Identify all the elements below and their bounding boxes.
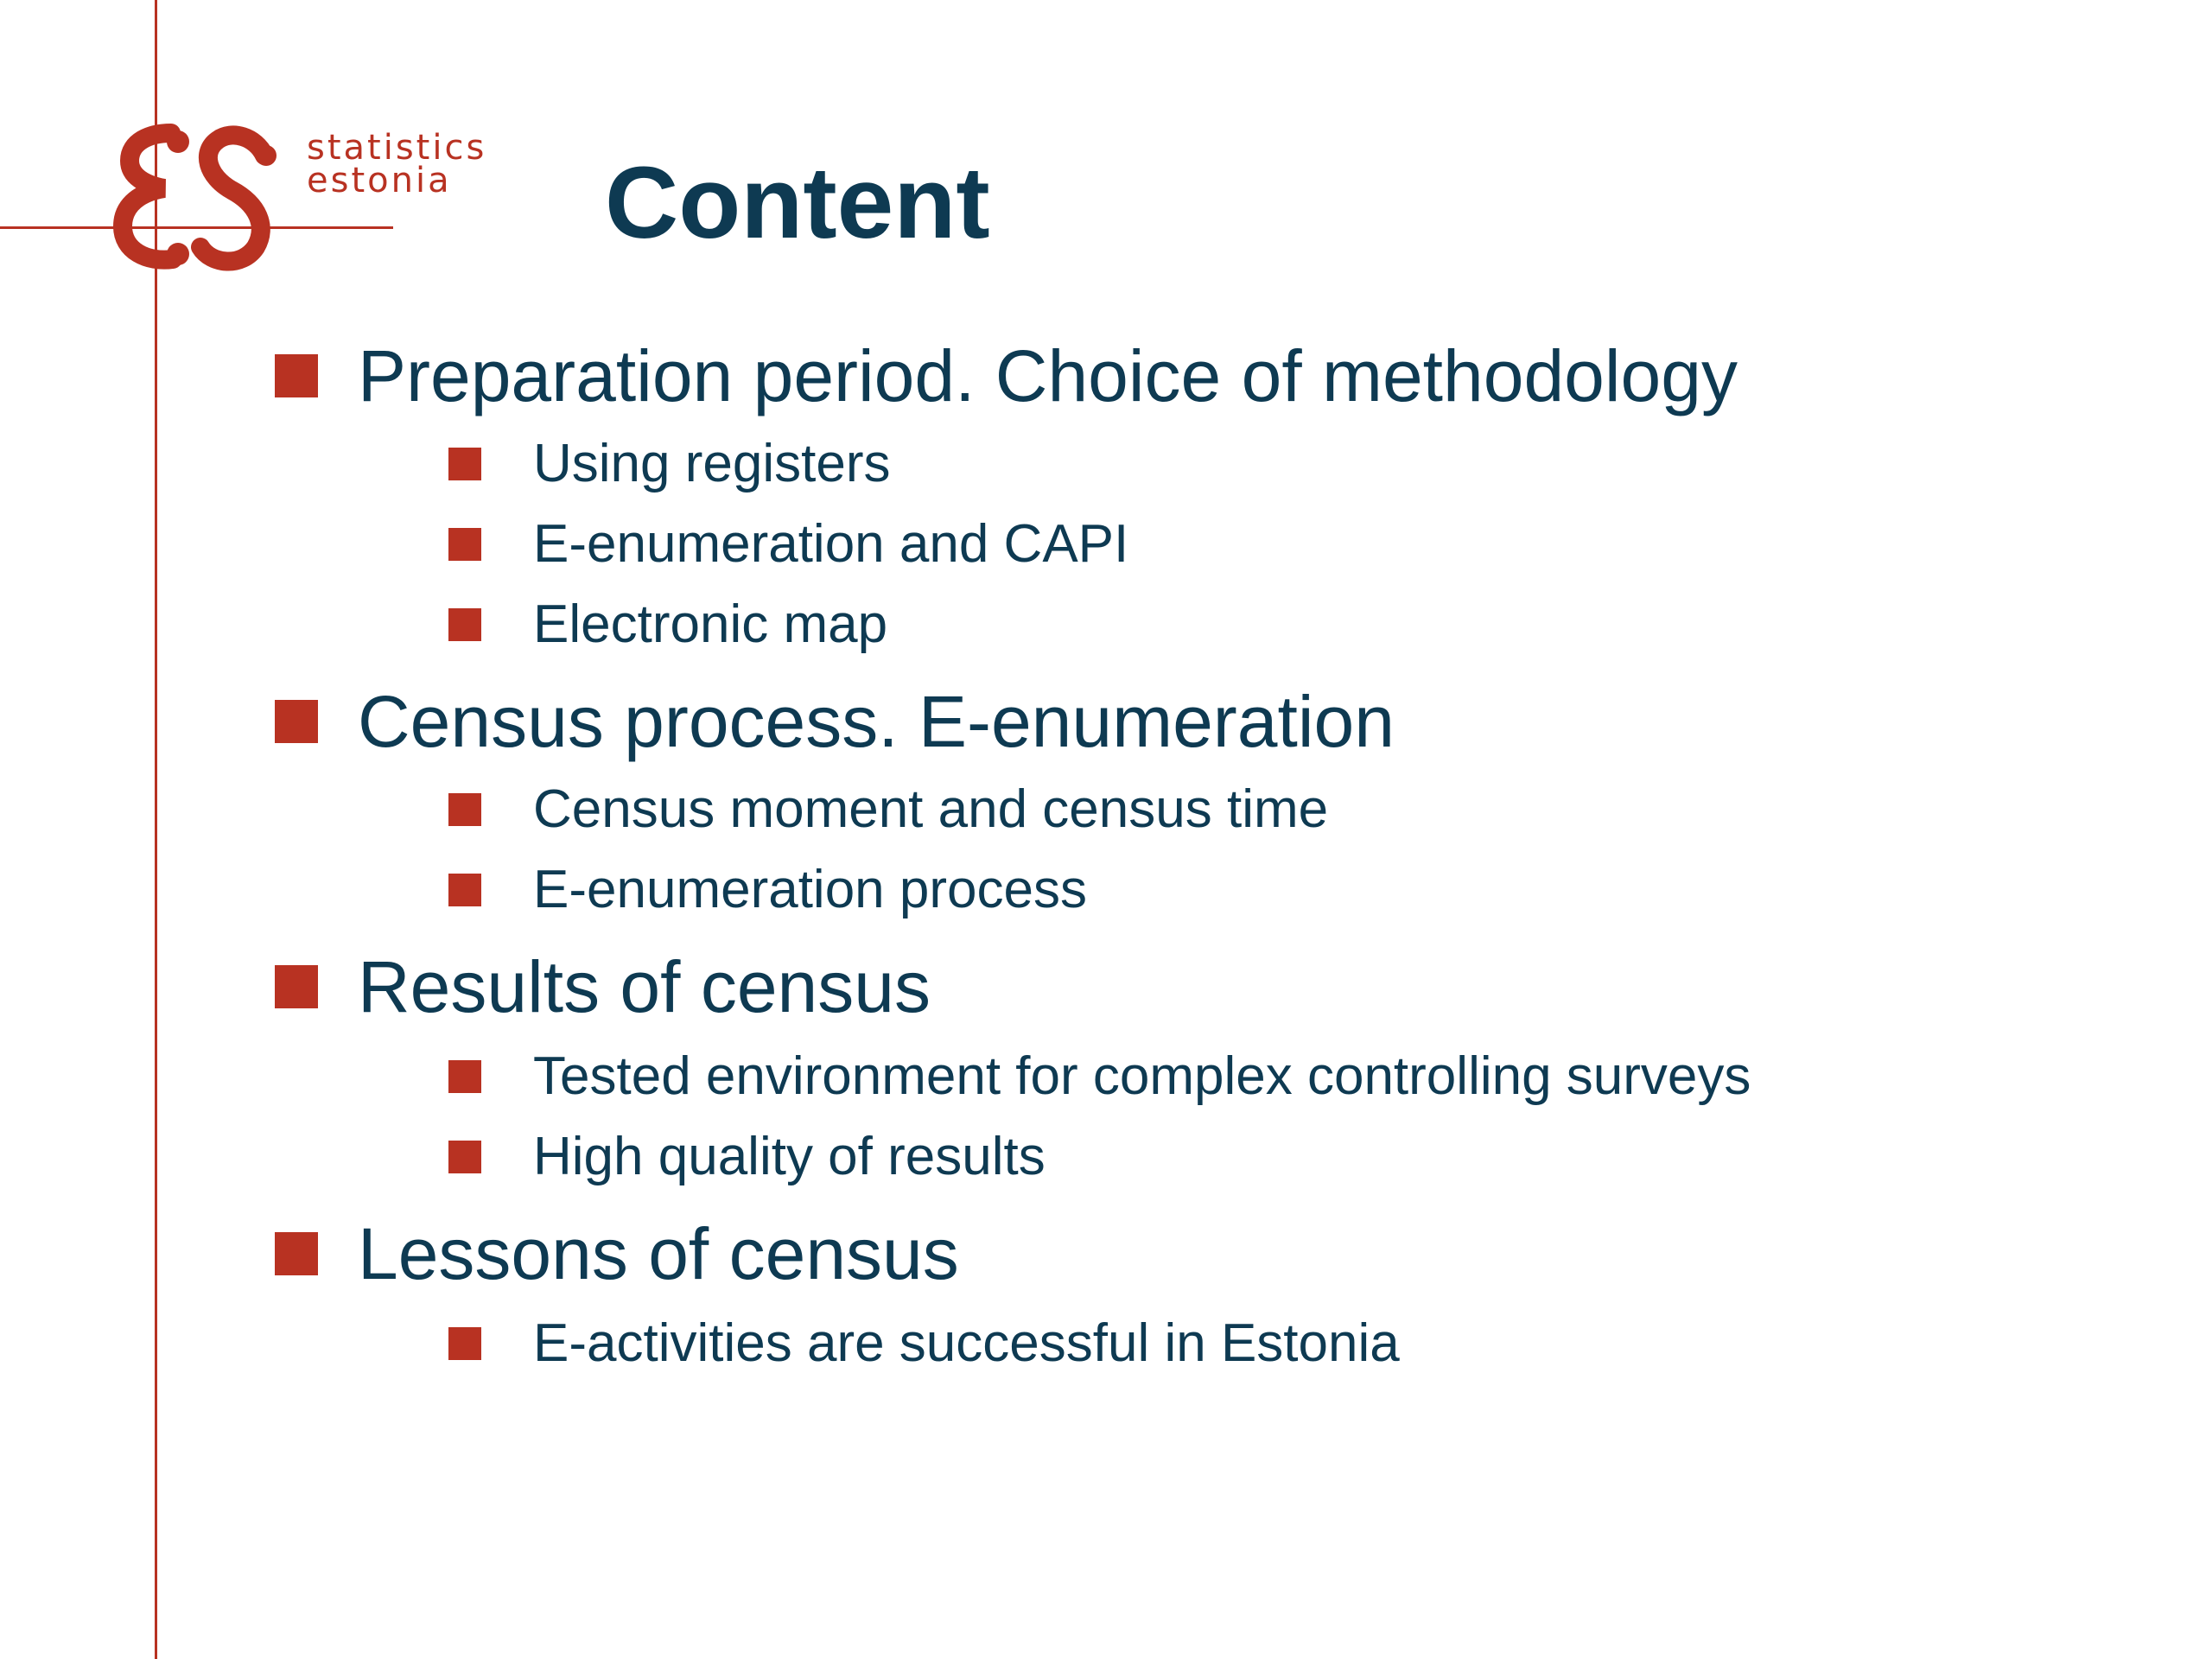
- sub-bullet-square-icon: [448, 793, 481, 826]
- list-item: Census moment and census time: [533, 779, 1329, 839]
- sub-bullet-square-icon: [448, 1141, 481, 1173]
- bullet-square-icon: [275, 700, 318, 743]
- list-item: E-enumeration process: [533, 860, 1087, 919]
- list-item: E-activities are successful in Estonia: [533, 1313, 1400, 1373]
- section-heading-lessons: Lessons of census: [358, 1213, 959, 1294]
- section-heading-census-process: Census process. E-enumeration: [358, 681, 1395, 762]
- list-item: High quality of results: [533, 1127, 1046, 1186]
- list-item: Using registers: [533, 434, 891, 493]
- slide-title: Content: [605, 146, 990, 260]
- sub-bullet-square-icon: [448, 1327, 481, 1360]
- sub-bullet-square-icon: [448, 874, 481, 906]
- bullet-square-icon: [275, 354, 318, 397]
- sub-bullet-square-icon: [448, 528, 481, 561]
- list-item: Electronic map: [533, 594, 888, 654]
- bullet-square-icon: [275, 1232, 318, 1275]
- sub-bullet-square-icon: [448, 608, 481, 641]
- list-item: E-enumeration and CAPI: [533, 514, 1129, 574]
- section-heading-preparation: Preparation period. Choice of methodology: [358, 335, 1738, 416]
- bullet-square-icon: [275, 965, 318, 1008]
- brand-line-2: estonia: [307, 161, 452, 200]
- brand-line-1: statistics: [307, 128, 487, 168]
- list-item: Tested environment for complex controlling surveys: [533, 1046, 1751, 1106]
- section-heading-results: Results of census: [358, 946, 931, 1027]
- sub-bullet-square-icon: [448, 1060, 481, 1093]
- sub-bullet-square-icon: [448, 448, 481, 480]
